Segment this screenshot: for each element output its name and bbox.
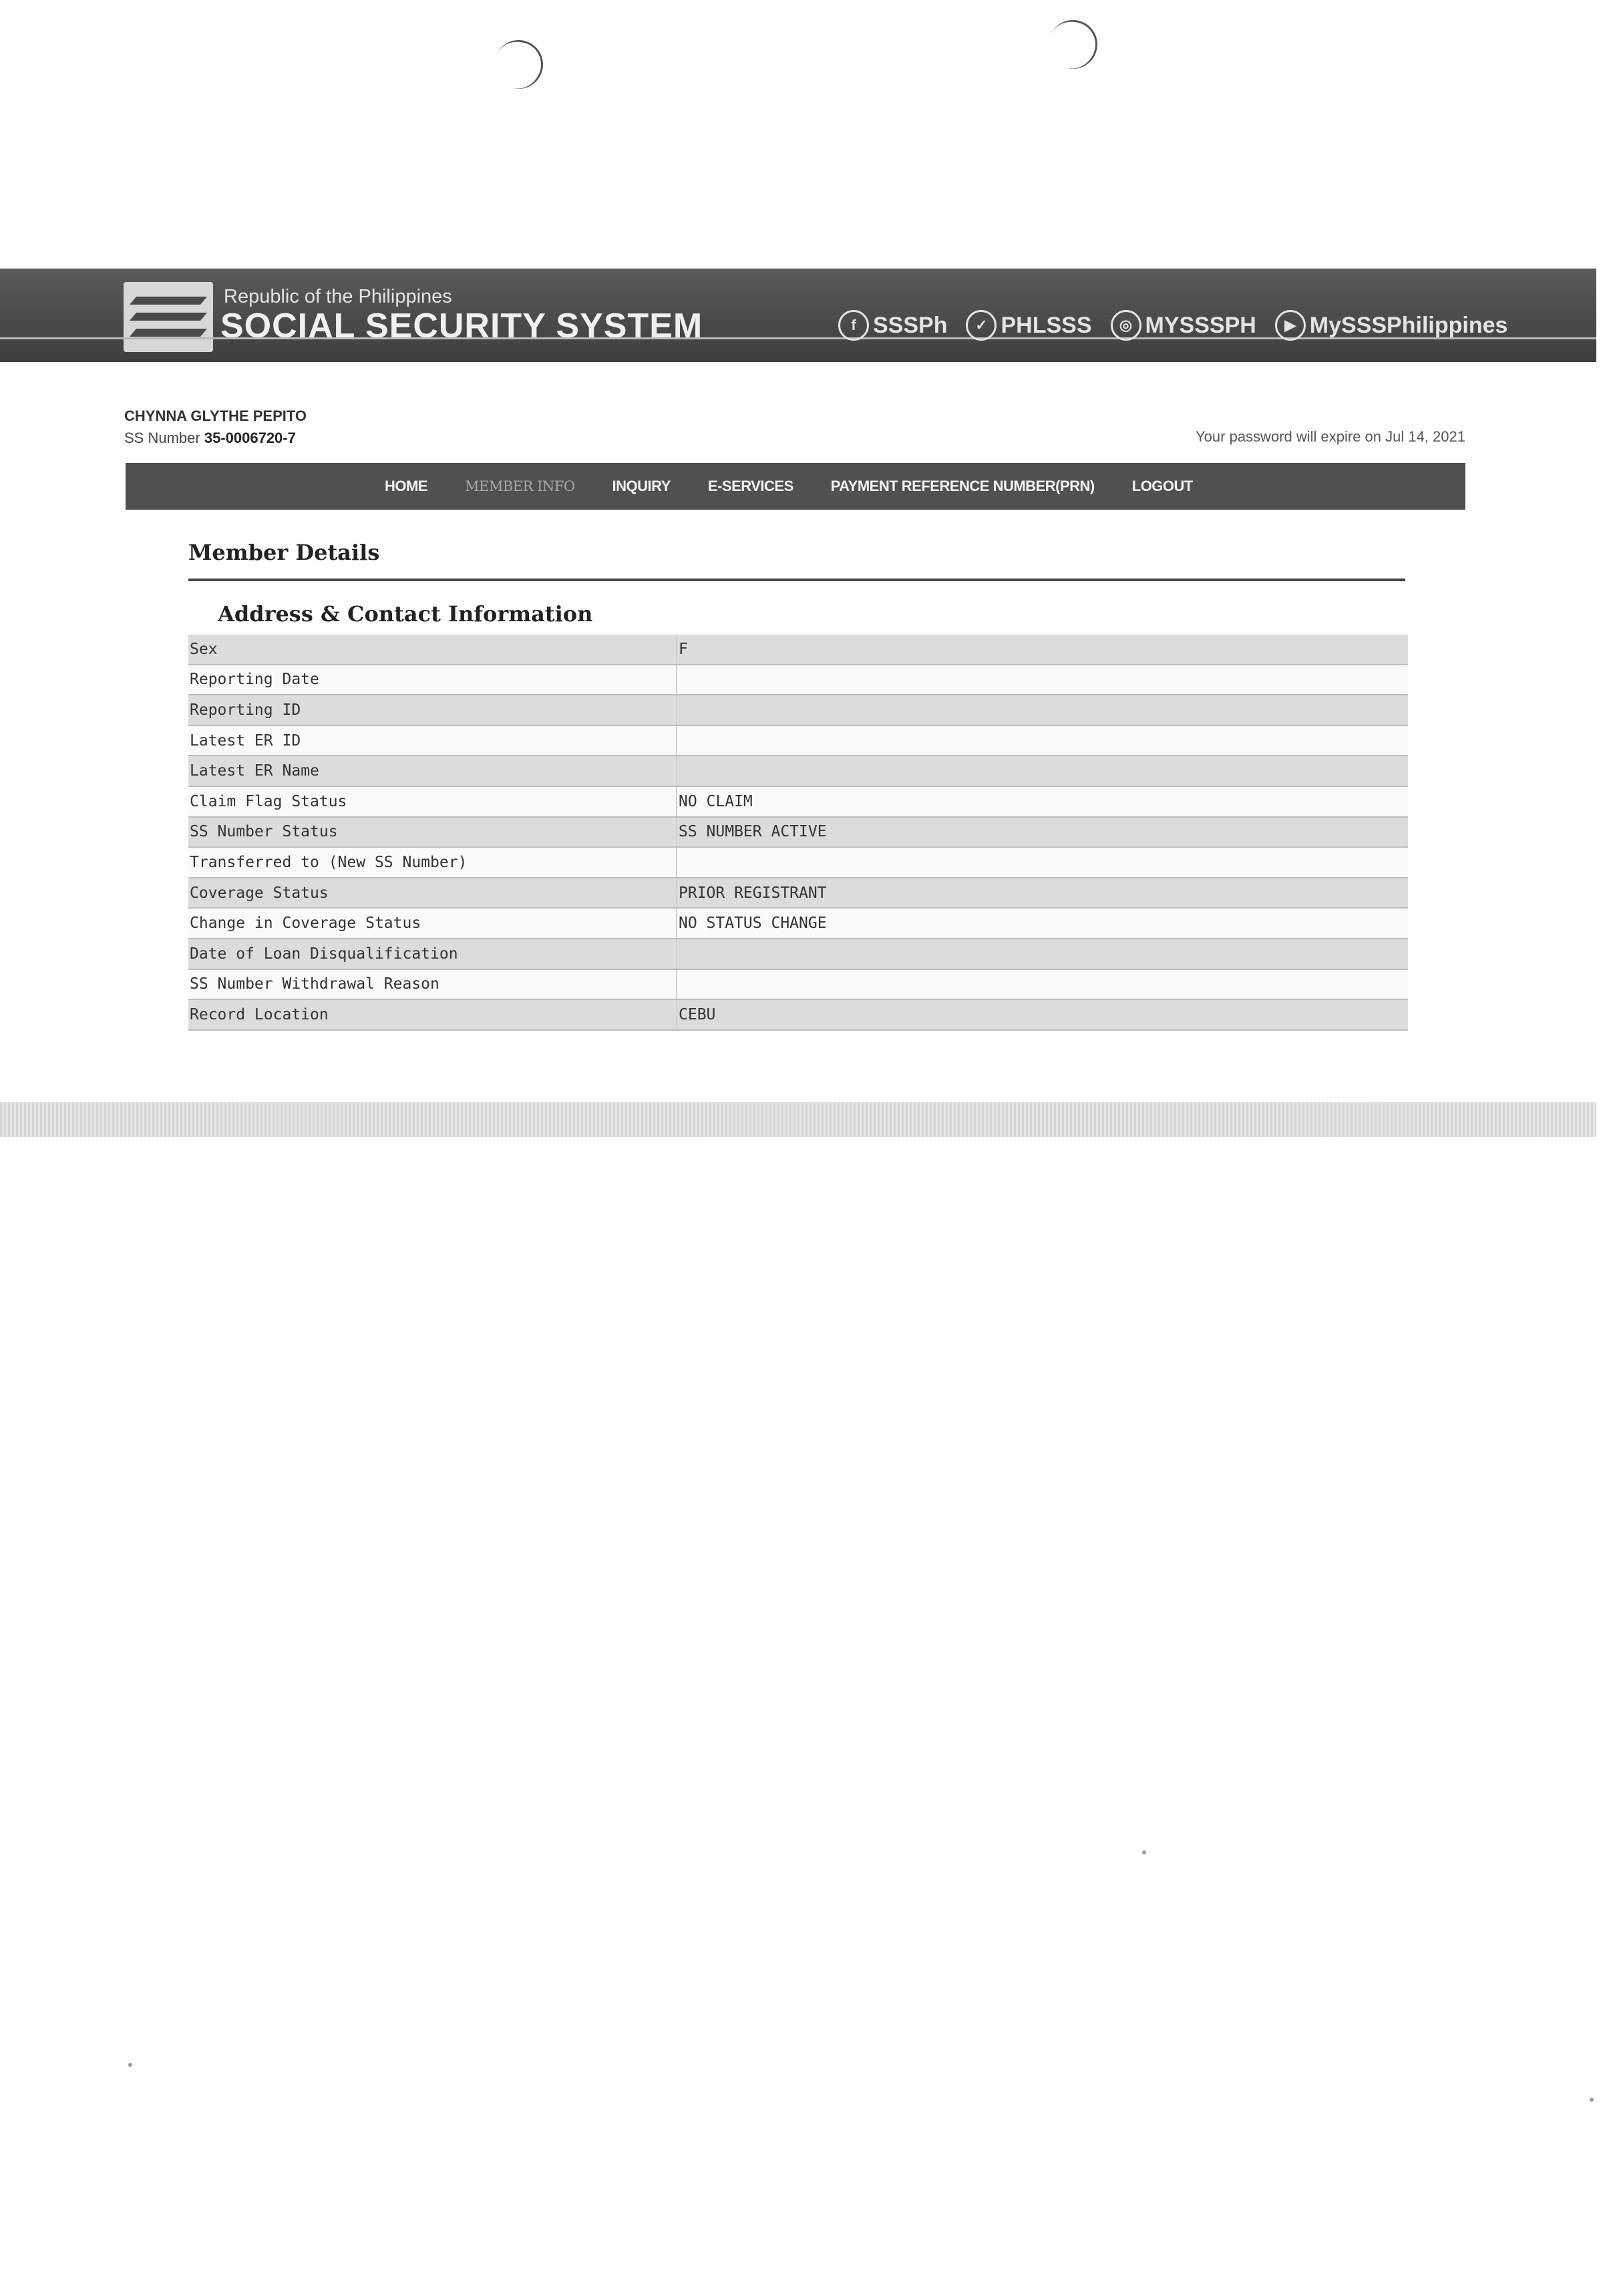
detail-label: Transferred to (New SS Number)	[188, 847, 677, 878]
facebook-icon: f	[838, 310, 869, 341]
social-handle: PHLSSS	[1001, 312, 1092, 338]
punch-hole-mark	[1042, 13, 1105, 76]
table-row	[188, 999, 1408, 1030]
social-link[interactable]	[966, 310, 1091, 341]
punch-hole-mark	[488, 33, 550, 96]
social-link[interactable]	[1275, 310, 1508, 341]
detail-label: Latest ER Name	[188, 756, 677, 786]
detail-value: CEBU	[677, 999, 1408, 1030]
social-links	[838, 310, 1507, 341]
detail-label: SS Number Withdrawal Reason	[188, 969, 677, 1000]
sss-header-banner	[0, 269, 1596, 362]
table-row	[188, 908, 1408, 939]
page-title: Member Details	[188, 540, 380, 565]
table-row	[188, 756, 1408, 786]
table-row	[188, 817, 1408, 848]
ss-number-line	[124, 430, 296, 447]
detail-value	[677, 665, 1408, 695]
title-divider	[188, 579, 1405, 581]
detail-value: NO STATUS CHANGE	[677, 908, 1408, 939]
detail-label: Record Location	[188, 999, 677, 1030]
nav-item-member-info[interactable]: MEMBER INFO	[465, 478, 575, 494]
social-handle: MYSSSPH	[1145, 312, 1256, 338]
table-row	[188, 847, 1408, 878]
detail-value	[677, 756, 1408, 786]
table-row	[188, 635, 1408, 665]
table-row	[188, 725, 1408, 756]
detail-label: SS Number Status	[188, 817, 677, 848]
ss-number-value: 35-0006720-7	[204, 430, 296, 446]
social-link[interactable]	[838, 310, 947, 341]
nav-item-home[interactable]: HOME	[385, 478, 427, 494]
detail-value: SS NUMBER ACTIVE	[677, 817, 1408, 848]
twitter-icon: ✓	[966, 310, 997, 341]
nav-item-e-services[interactable]: E-SERVICES	[707, 478, 793, 494]
page-footer-band	[0, 1102, 1596, 1137]
table-row	[188, 786, 1408, 817]
table-row	[188, 878, 1408, 909]
detail-value: NO CLAIM	[677, 786, 1408, 817]
detail-label: Latest ER ID	[188, 725, 677, 756]
detail-value	[677, 695, 1408, 725]
instagram-icon: ◎	[1111, 310, 1141, 341]
detail-value	[677, 725, 1408, 756]
table-row	[188, 665, 1408, 695]
detail-label: Sex	[188, 635, 677, 665]
scan-speck	[1142, 1850, 1146, 1854]
nav-item-payment-reference-number-prn[interactable]: PAYMENT REFERENCE NUMBER(PRN)	[830, 478, 1095, 494]
detail-label: Reporting Date	[188, 665, 677, 695]
scan-speck	[1590, 2098, 1594, 2102]
youtube-icon: ▶	[1275, 310, 1306, 341]
table-row	[188, 969, 1408, 1000]
member-name: CHYNNA GLYTHE PEPITO	[124, 407, 307, 424]
detail-value	[677, 969, 1408, 1000]
social-handle: SSSPh	[873, 312, 948, 338]
password-expiry-notice: Your password will expire on Jul 14, 2021	[1196, 428, 1465, 445]
detail-value: F	[677, 635, 1408, 665]
detail-label: Change in Coverage Status	[188, 908, 677, 939]
section-title: Address & Contact Information	[218, 601, 593, 627]
detail-label: Reporting ID	[188, 695, 677, 725]
detail-value	[677, 847, 1408, 878]
detail-value	[677, 939, 1408, 969]
detail-label: Date of Loan Disqualification	[188, 939, 677, 969]
scan-speck	[128, 2063, 132, 2067]
member-details-table	[188, 635, 1408, 1031]
detail-label: Claim Flag Status	[188, 786, 677, 817]
main-nav	[126, 463, 1465, 510]
nav-item-logout[interactable]: LOGOUT	[1131, 478, 1193, 494]
detail-label: Coverage Status	[188, 878, 677, 909]
table-row	[188, 695, 1408, 725]
ss-number-label: SS Number	[124, 430, 200, 446]
social-link[interactable]	[1111, 310, 1256, 341]
system-name: SOCIAL SECURITY SYSTEM	[220, 307, 703, 345]
social-handle: MySSSPhilippines	[1309, 312, 1508, 338]
table-row	[188, 939, 1408, 969]
detail-value: PRIOR REGISTRANT	[677, 878, 1408, 909]
sss-logo	[124, 282, 213, 352]
nav-item-inquiry[interactable]: INQUIRY	[612, 478, 671, 494]
government-line: Republic of the Philippines	[224, 286, 452, 307]
